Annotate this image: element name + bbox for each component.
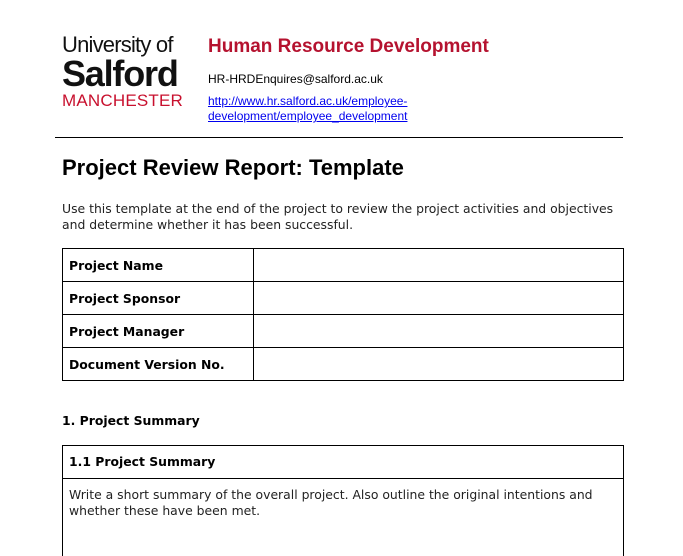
document-title: Project Review Report: Template xyxy=(62,155,404,180)
row-label-project-manager: Project Manager xyxy=(63,315,254,348)
intro-paragraph: Use this template at the end of the project to review the project activities and objectives and determine whether it has been successful. xyxy=(62,201,614,232)
project-info-table xyxy=(62,248,624,381)
row-label-project-sponsor: Project Sponsor xyxy=(63,282,254,315)
department-link[interactable]: http://www.hr.salford.ac.uk/employee-development/employee_development xyxy=(208,94,408,123)
header-block xyxy=(208,35,489,124)
row-value-project-manager[interactable] xyxy=(254,315,624,348)
row-label-project-name: Project Name xyxy=(63,249,254,282)
project-summary-box-text[interactable]: Write a short summary of the overall project. Also outline the original intentions and whether these have been met. xyxy=(69,487,593,518)
header-divider xyxy=(55,137,623,138)
project-summary-box xyxy=(62,445,624,556)
project-summary-box-heading: 1.1 Project Summary xyxy=(63,446,623,479)
row-value-project-name[interactable] xyxy=(254,249,624,282)
row-label-document-version: Document Version No. xyxy=(63,348,254,381)
row-value-document-version[interactable] xyxy=(254,348,624,381)
logo-line-1: University of xyxy=(62,32,173,57)
row-value-project-sponsor[interactable] xyxy=(254,282,624,315)
table-row xyxy=(63,315,624,348)
contact-email: HR-HRDEnquires@salford.ac.uk xyxy=(208,72,383,86)
table-row xyxy=(63,249,624,282)
logo-line-3: MANCHESTER xyxy=(62,91,184,110)
department-title: Human Resource Development xyxy=(208,36,489,57)
table-row xyxy=(63,282,624,315)
logo-line-2: Salford xyxy=(62,53,178,94)
table-row xyxy=(63,348,624,381)
university-logo xyxy=(62,33,192,111)
section-heading-project-summary: 1. Project Summary xyxy=(62,413,200,428)
